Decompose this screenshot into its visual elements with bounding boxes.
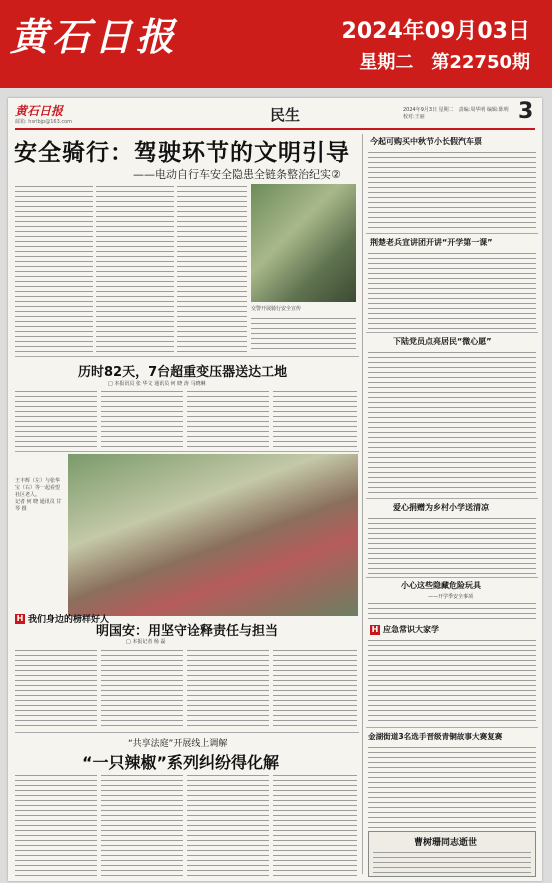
column-divider <box>362 134 363 874</box>
story1-body-col4 <box>273 389 357 447</box>
lead-body-col2 <box>96 184 174 352</box>
right-story1-headline[interactable]: 今起可购买中秋节小长假汽车票 <box>370 137 482 146</box>
story4-body-col3 <box>187 773 269 877</box>
lead-photo-caption: 交警开展骑行安全宣传 <box>251 306 302 312</box>
story4-body-col2 <box>101 773 183 877</box>
feature-photo[interactable] <box>68 454 358 616</box>
right-story5-sub: ——开学季安全事项 <box>428 594 474 600</box>
right-story4-headline[interactable]: 爱心捐赠为乡村小学送清凉 <box>393 503 489 512</box>
story3-headline[interactable] <box>15 612 109 625</box>
right-story3-body <box>368 350 536 495</box>
story4-body-col1 <box>15 773 97 877</box>
issue-date: 2024年09月03日 <box>341 19 530 44</box>
page-number: 3 <box>518 99 534 124</box>
photo2-caption-credit: 记者 何 晓 通讯员 甘 琴 摄 <box>15 499 62 512</box>
obituary-body <box>373 850 531 874</box>
story4-headline[interactable]: “一只辣椒”系列纠纷得化解 <box>82 753 280 772</box>
right-story6-body <box>368 638 536 724</box>
page-meta: 2024年9月3日 星期二 责编:周华明 编辑:陈明 校对:王丽 <box>403 107 509 120</box>
masthead-title: 黄石日报 <box>10 14 179 59</box>
story4-kicker: “共享法庭”开展线上调解 <box>128 739 228 749</box>
story2-body-col4 <box>273 648 357 728</box>
story2-headline[interactable]: 明国安：用坚守诠释责任与担当 <box>96 624 279 639</box>
story2-body-col3 <box>187 648 269 728</box>
right-story7-headline[interactable]: 金湖街道3名选手晋级青铜故事大赛复赛 <box>368 732 503 741</box>
story2-byline: □ 本报记者 杨 磊 <box>126 639 166 645</box>
story4-body-col4 <box>273 773 357 877</box>
divider <box>15 451 359 452</box>
divider <box>15 356 359 357</box>
divider <box>366 498 538 499</box>
section-title: 民生 <box>270 106 301 124</box>
right-story4-body <box>368 516 536 574</box>
right-story3-headline[interactable]: 下陆党员点亮居民“微心愿” <box>393 337 492 346</box>
story1-headline[interactable]: 历时82天，7台超重变压器送达工地 <box>78 365 288 380</box>
right-story2-body <box>368 251 536 329</box>
obituary-headline[interactable]: 曹树珊同志逝世 <box>414 838 478 848</box>
photo2-caption <box>15 478 63 513</box>
h-icon: H <box>16 613 24 623</box>
newspaper-viewer <box>0 88 552 883</box>
divider <box>366 577 538 578</box>
right-story1-body <box>368 150 536 230</box>
divider <box>366 233 538 234</box>
lead-body-col4 <box>251 316 356 352</box>
photo2-caption-text: 王丰辉（左）与张华宝（右）等一起看望社区老人。 <box>15 478 61 498</box>
story2-body-col1 <box>15 648 97 728</box>
story1-byline: □ 本报讯员 张 华文 通讯员 何 晓 涛 马晓琳 <box>108 381 206 387</box>
divider <box>366 332 538 333</box>
story3-title: 我们身边的榜样好人 <box>28 615 110 625</box>
right-story5-body <box>368 601 536 621</box>
page-logo: 黄石日报 <box>15 104 64 118</box>
issue-number: 星期二 第22750期 <box>359 52 530 73</box>
obituary-box <box>368 831 536 877</box>
divider <box>15 732 359 733</box>
story2-body-col2 <box>101 648 183 728</box>
right-story5-headline[interactable]: 小心这些隐藏危险玩具 <box>401 581 481 590</box>
page-logo-email: 邮箱: hsribjp@163.com <box>15 119 73 125</box>
lead-photo[interactable] <box>251 184 356 302</box>
app-header <box>0 0 552 88</box>
right-story6-headline[interactable] <box>370 624 439 635</box>
right-story2-headline[interactable]: 荆楚老兵宣讲团开讲“开学第一课” <box>370 238 493 247</box>
newspaper-page[interactable] <box>8 98 542 881</box>
top-rule <box>15 128 535 130</box>
h-icon: H <box>371 624 379 634</box>
story1-body-col2 <box>101 389 183 447</box>
lead-headline[interactable]: 安全骑行：驾驶环节的文明引导 <box>14 140 350 166</box>
story1-body-col1 <box>15 389 97 447</box>
right-story6-title: 应急常识大家学 <box>383 625 439 634</box>
lead-subheadline: ——电动自行车安全隐患全链条整治纪实② <box>133 168 341 181</box>
story1-body-col3 <box>187 389 269 447</box>
right-story7-body <box>368 745 536 829</box>
lead-body-col1 <box>15 184 93 352</box>
lead-body-col3 <box>177 184 247 352</box>
divider <box>366 727 538 728</box>
